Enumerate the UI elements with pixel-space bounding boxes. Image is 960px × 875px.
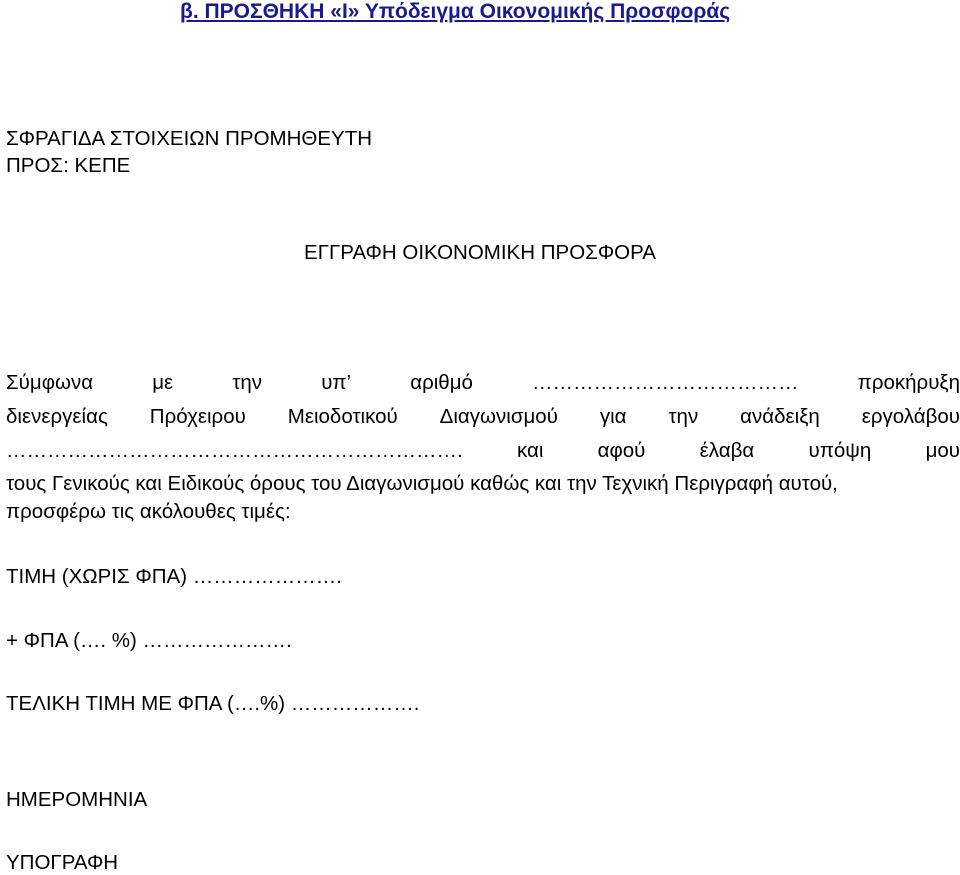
total-with-vat: ΤΕΛΙΚΗ ΤΙΜΗ ΜΕ ΦΠΑ (….%) ……………….: [6, 692, 420, 715]
body-line-3: [6, 439, 960, 463]
word: διενεργείας: [6, 405, 108, 428]
body-line-4: τους Γενικούς και Ειδικούς όρους του Διαγωνισμού καθώς και την Τεχνική Περιγραφή αυτού,: [6, 472, 838, 495]
word: μου: [925, 439, 960, 462]
offer-heading: ΕΓΓΡΑΦΗ ΟΙΚΟΝΟΜΙΚΗ ΠΡΟΣΦΟΡΑ: [304, 241, 656, 264]
recipient-line: ΠΡΟΣ: ΚΕΠΕ: [6, 154, 131, 177]
word: Σύμφωνα: [6, 371, 94, 394]
word: αφού: [597, 439, 646, 462]
seal-line: ΣΦΡΑΓΙΔΑ ΣΤΟΙΧΕΙΩΝ ΠΡΟΜΗΘΕΥΤΗ: [6, 127, 373, 150]
dots-placeholder: …………………………………: [532, 371, 799, 394]
word: με: [152, 371, 174, 394]
signature-label: ΥΠΟΓΡΑΦΗ: [6, 851, 119, 874]
word: προκήρυξη: [857, 371, 960, 394]
word: έλαβα: [699, 439, 755, 462]
word: για: [599, 405, 627, 428]
word: αριθμό: [410, 371, 473, 394]
word: την: [668, 405, 699, 428]
word: την: [232, 371, 263, 394]
word: και: [516, 439, 544, 462]
word: Πρόχειρου: [149, 405, 246, 428]
word: ανάδειξη: [740, 405, 820, 428]
word: υπόψη: [808, 439, 872, 462]
word: Διαγωνισμού: [439, 405, 558, 428]
word: υπ’: [321, 371, 352, 394]
vat-line: + ΦΠΑ (…. %) ………………….: [6, 629, 292, 652]
word: Μειοδοτικού: [287, 405, 398, 428]
word: εργολάβου: [861, 405, 960, 428]
dots-placeholder: ………………………………………………………….: [6, 439, 463, 462]
body-line-1: [6, 371, 960, 395]
price-without-vat: ΤΙΜΗ (ΧΩΡΙΣ ΦΠΑ) ………………….: [6, 565, 342, 588]
body-line-2: [6, 405, 960, 429]
body-line-5: προσφέρω τις ακόλουθες τιμές:: [6, 500, 291, 523]
document-title: β. ΠΡΟΣΘΗΚΗ «Ι» Υπόδειγμα Οικονομικής Προσφοράς: [180, 0, 731, 23]
date-label: ΗΜΕΡΟΜΗΝΙΑ: [6, 788, 148, 811]
